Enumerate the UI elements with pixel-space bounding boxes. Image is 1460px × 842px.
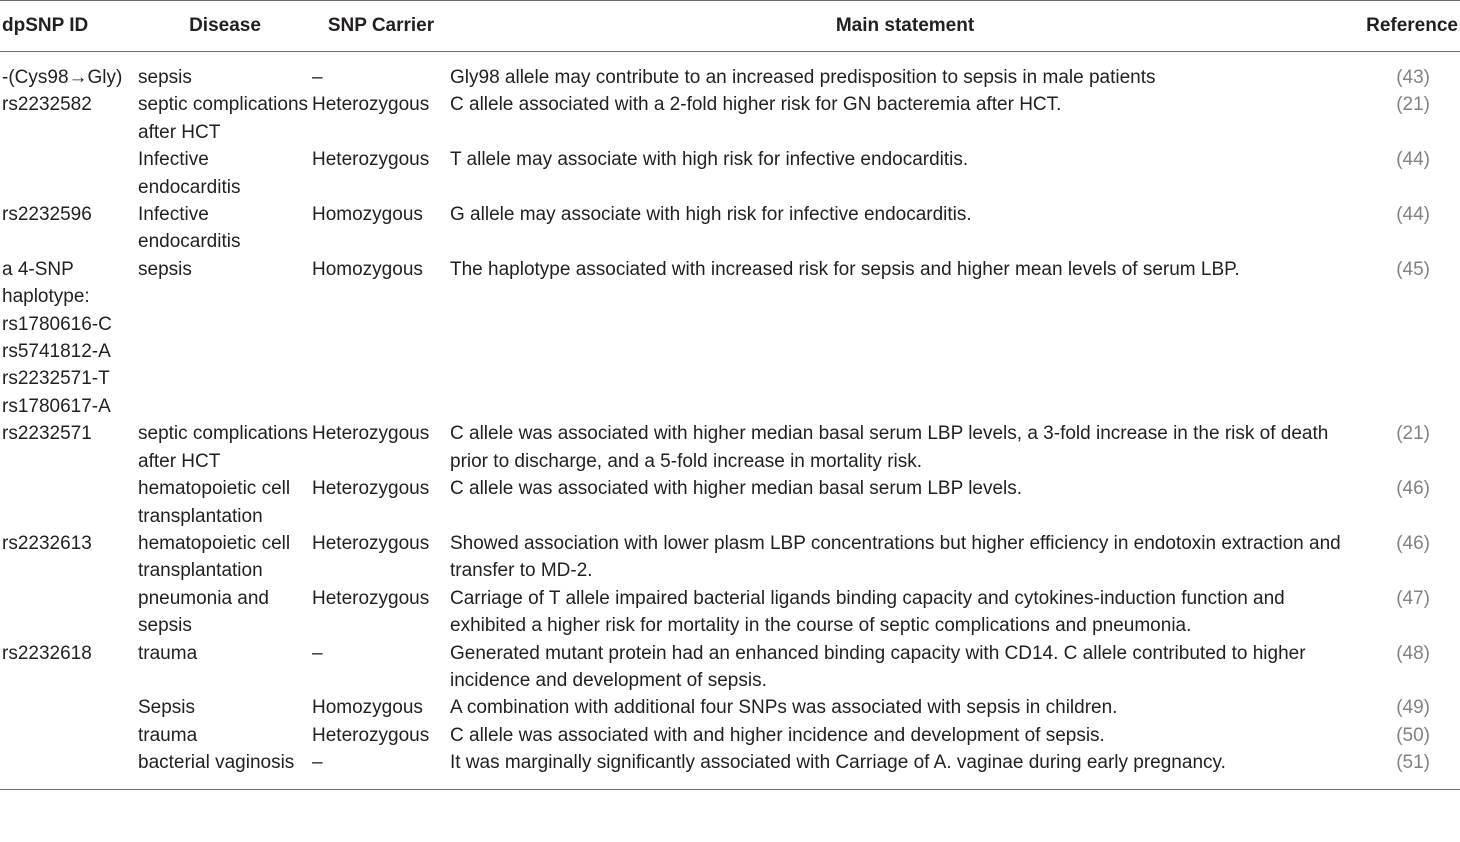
cell-statement: Gly98 allele may contribute to an increased predisposition to sepsis in male patients [450,67,1156,88]
cell-snp-id: rs2232582 [2,94,92,116]
cell-disease: hematopoietic cell transplantation [138,478,291,527]
cell-statement: The haplotype associated with increased risk for sepsis and higher mean levels of serum LBP. [450,258,1240,280]
cell-carrier: Heterozygous [312,587,430,609]
cell-snp-id: rs2232613 [2,532,92,554]
cell-disease: bacterial vaginosis [138,749,312,789]
cell-carrier: Heterozygous [312,94,430,116]
table-row [0,420,1460,475]
cell-carrier: Heterozygous [312,724,430,746]
header-reference: Reference [1360,1,1460,52]
cell-disease: septic complications after HCT [138,423,309,472]
cell-disease: septic complications after HCT [138,94,309,143]
table-row [0,256,1460,420]
cell-carrier: Homozygous [312,258,423,280]
cell-disease: trauma [138,642,198,664]
cell-disease: trauma [138,724,198,746]
cell-snp-id: rs2232618 [2,642,92,664]
cell-reference[interactable]: (49) [1396,697,1430,719]
cell-statement: Generated mutant protein had an enhanced binding capacity with CD14. C allele contributed to higher incidence and development of sepsis. [450,642,1306,691]
table-row [0,749,1460,789]
cell-statement: C allele was associated with higher median basal serum LBP levels, a 3-fold increase in the risk of death prior to discharge, and a 5-fold increase in mortality risk. [450,423,1329,472]
cell-disease: Infective endocarditis [138,149,241,198]
table-row [0,722,1460,749]
cell-disease: sepsis [138,258,192,280]
cell-reference[interactable]: (51) [1360,749,1460,789]
cell-carrier: Homozygous [312,697,423,719]
cell-disease: pneumonia and sepsis [138,587,269,637]
cell-statement: C allele was associated with and higher incidence and development of sepsis. [450,724,1105,746]
cell-reference[interactable]: (44) [1396,204,1430,226]
cell-carrier: – [312,67,323,88]
cell-carrier: Heterozygous [312,423,430,445]
cell-statement: C allele associated with a 2-fold higher risk for GN bacteremia after HCT. [450,94,1062,116]
cell-statement: Carriage of T allele impaired bacterial ligands binding capacity and cytokines-induction function and exhibited a higher risk for mortality in the course of septic complications and pneumonia. [450,587,1285,637]
cell-snp-id [0,585,138,640]
cell-snp-id: rs2232596 [2,204,92,226]
table-row [0,201,1460,256]
cell-snp-id [0,749,138,789]
cell-statement: G allele may associate with high risk for infective endocarditis. [450,204,972,226]
cell-carrier: – [312,749,450,789]
cell-snp-id [0,146,138,201]
cell-reference[interactable]: (46) [1396,478,1430,500]
cell-statement: Showed association with lower plasm LBP concentrations but higher efficiency in endotoxin extraction and transfer to MD-2. [450,532,1341,582]
header-main-statement: Main statement [450,1,1360,52]
table-row [0,91,1460,146]
cell-snp-id [0,475,138,530]
cell-snp-id: rs2232571 [2,423,92,445]
header-dpsnp-id: dpSNP ID [0,1,138,52]
table-row [0,530,1460,585]
cell-snp-id: a 4-SNP haplotype: rs1780616-C rs5741812-A rs2232571-T rs1780617-A [2,258,112,417]
cell-reference[interactable]: (21) [1396,94,1430,116]
cell-carrier: Heterozygous [312,478,430,500]
cell-disease: sepsis [138,67,192,88]
cell-carrier: Homozygous [312,204,423,226]
cell-disease: Sepsis [138,697,196,719]
cell-statement: A combination with additional four SNPs was associated with sepsis in children. [450,697,1118,719]
cell-reference[interactable]: (50) [1396,724,1430,746]
cell-snp-id [0,722,138,749]
cell-disease: hematopoietic cell transplantation [138,532,291,582]
cell-statement: It was marginally significantly associated with Carriage of A. vaginae during early pregnancy. [450,749,1360,789]
cell-carrier: Heterozygous [312,532,430,554]
table-row [0,52,1460,92]
cell-carrier: Heterozygous [312,149,430,171]
cell-reference[interactable]: (21) [1396,423,1430,445]
header-snp-carrier: SNP Carrier [312,1,450,52]
table-row [0,475,1460,530]
table-body [0,52,1460,790]
cell-carrier: – [312,642,323,664]
table-row [0,146,1460,201]
cell-reference[interactable]: (47) [1396,587,1430,609]
header-disease: Disease [138,1,312,52]
cell-reference[interactable]: (44) [1396,149,1430,171]
cell-reference[interactable]: (48) [1396,642,1430,664]
cell-statement: C allele was associated with higher median basal serum LBP levels. [450,478,1023,500]
cell-statement: T allele may associate with high risk for infective endocarditis. [450,149,969,171]
cell-reference[interactable]: (43) [1396,67,1430,88]
table-row [0,585,1460,640]
table-header [0,1,1460,52]
cell-disease: Infective endocarditis [138,204,241,253]
cell-reference[interactable]: (45) [1396,258,1430,280]
cell-snp-id [0,694,138,721]
table-row [0,640,1460,695]
header-row [0,1,1460,52]
cell-reference[interactable]: (46) [1396,532,1430,554]
table-row [0,694,1460,721]
cell-snp-id: -(Cys98→Gly) [2,67,123,88]
